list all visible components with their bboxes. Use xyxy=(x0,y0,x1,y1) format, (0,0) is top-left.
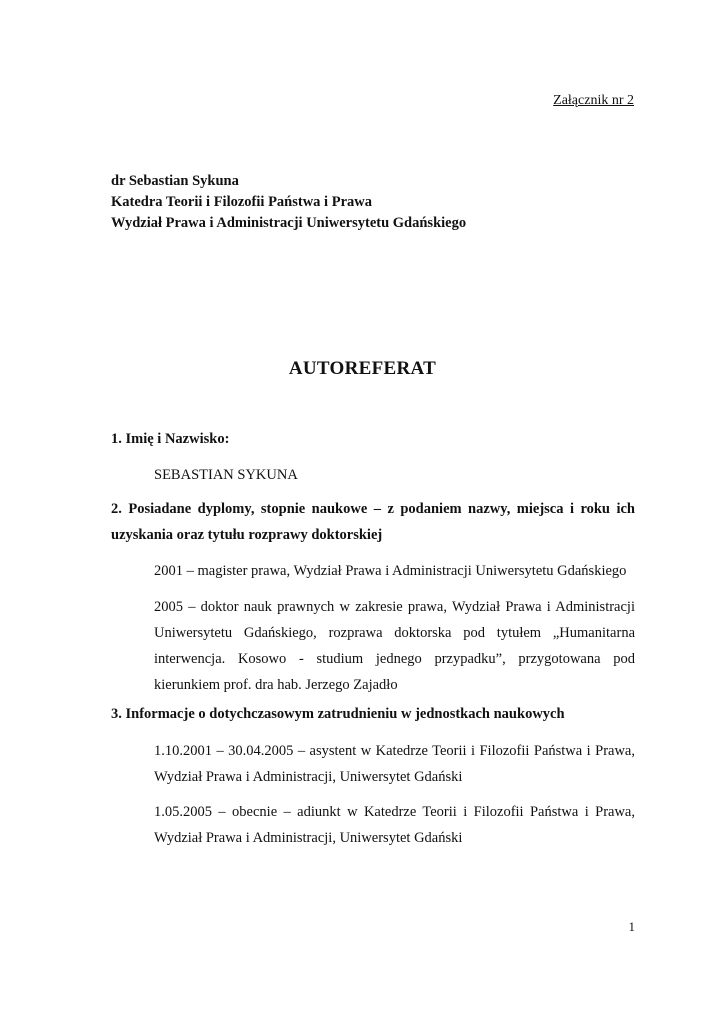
section-3-heading: 3. Informacje o dotychczasowym zatrudnieniu w jednostkach naukowych xyxy=(111,706,565,722)
section-2-item: 2005 – doktor nauk prawnych w zakresie prawa, Wydział Prawa i Administracji Uniwersytetu Gdańskiego, rozprawa doktorska pod tytułem „Humanitarna interwencja. Kosowo - studium jednego przypadku”, przygotowana pod kierunkiem prof. dra hab. Jerzego Zajadło xyxy=(154,599,635,693)
document-title: AUTOREFERAT xyxy=(288,358,437,379)
page-number: 1 xyxy=(628,919,635,934)
section-2-item: 2001 – magister prawa, Wydział Prawa i Administracji Uniwersytetu Gdańskiego xyxy=(154,563,627,579)
annex-label: Załącznik nr 2 xyxy=(553,93,634,108)
document-content xyxy=(111,426,635,851)
section-1-value: SEBASTIAN SYKUNA xyxy=(154,467,298,483)
author-block xyxy=(111,171,466,234)
section-3-item: 1.10.2001 – 30.04.2005 – asystent w Katedrze Teorii i Filozofii Państwa i Prawa, Wydział Prawa i Administracji, Uniwersytet Gdański xyxy=(154,743,635,785)
author-department: Katedra Teorii i Filozofii Państwa i Prawa xyxy=(111,194,372,210)
section-1-heading: 1. Imię i Nazwisko: xyxy=(111,431,230,447)
section-3-item: 1.05.2005 – obecnie – adiunkt w Katedrze Teorii i Filozofii Państwa i Prawa, Wydział Prawa i Administracji, Uniwersytet Gdański xyxy=(154,804,635,846)
section-2-heading: 2. Posiadane dyplomy, stopnie naukowe – z podaniem nazwy, miejsca i roku ich uzyskania oraz tytułu rozprawy doktorskiej xyxy=(111,501,635,543)
author-faculty: Wydział Prawa i Administracji Uniwersytetu Gdańskiego xyxy=(111,215,467,231)
author-name: dr Sebastian Sykuna xyxy=(111,173,239,189)
